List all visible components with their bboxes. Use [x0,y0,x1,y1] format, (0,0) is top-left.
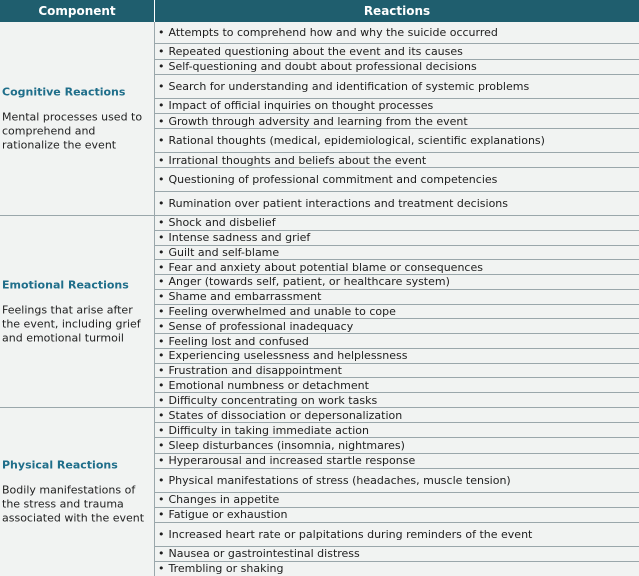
item-text: Self-questioning and doubt about professional decisions [168,60,477,74]
bullet-glyph: • [158,378,165,392]
list-item [155,75,639,99]
bullet-glyph: • [158,423,165,437]
item-text: Feeling lost and confused [168,334,309,348]
bullet-glyph: • [158,454,165,468]
list-item [155,168,639,192]
item-text: Fear and anxiety about potential blame or consequences [168,260,483,274]
item-text: Increased heart rate or palpitations during reminders of the event [168,527,533,541]
list-item [155,493,639,508]
list-item [155,364,639,379]
list-item [155,423,639,438]
item-text: Irrational thoughts and beliefs about the event [168,153,427,167]
item-text: Search for understanding and identification of systemic problems [168,79,530,93]
item-text: Trembling or shaking [168,562,284,576]
bullet-glyph: • [158,408,165,422]
header-reactions: Reactions [363,4,431,18]
section-physical-label-cell [0,408,154,576]
section-cognitive-items [155,22,639,215]
bullet-glyph: • [158,364,165,378]
list-item [155,349,639,364]
list-item [155,99,639,114]
bullet-glyph: • [158,245,165,259]
bullet-glyph: • [158,334,165,348]
item-text: Shock and disbelief [168,216,276,230]
list-item [155,216,639,231]
list-item [155,454,639,469]
bullet-glyph: • [158,547,165,561]
bullet-glyph: • [158,26,165,40]
section-description: Bodily manifestations of the stress and trauma associated with the event [2,483,145,525]
item-text: Rumination over patient interactions and treatment decisions [168,197,509,211]
bullet-glyph: • [158,99,165,113]
list-item [155,438,639,453]
section-physical-items [155,408,639,576]
item-text: Nausea or gastrointestinal distress [168,547,360,561]
item-text: Changes in appetite [168,493,280,507]
bullet-glyph: • [158,260,165,274]
list-item [155,469,639,493]
list-item [155,290,639,305]
list-item [155,393,639,407]
item-text: Difficulty concentrating on work tasks [168,393,378,407]
item-text: Questioning of professional commitment and competencies [168,173,498,187]
header-component: Component [38,4,116,18]
item-text: Fatigue or exhaustion [168,508,288,522]
list-item [155,334,639,349]
item-text: Attempts to comprehend how and why the suicide occurred [168,26,498,40]
section-physical [0,408,639,576]
bullet-glyph: • [158,393,165,407]
list-item [155,547,639,562]
section-emotional [0,216,639,407]
bullet-glyph: • [158,173,165,187]
item-text: Guilt and self-blame [168,245,280,259]
list-item [155,153,639,168]
list-item [155,22,639,44]
item-text: Sleep disturbances (insomnia, nightmares) [168,439,405,452]
list-item [155,378,639,393]
item-text: Emotional numbness or detachment [168,378,369,392]
bullet-glyph: • [158,527,165,541]
item-text: States of dissociation or depersonalization [168,408,403,422]
bullet-glyph: • [158,134,165,148]
bullet-glyph: • [158,349,165,363]
section-emotional-label-cell [0,216,154,407]
item-text: Intense sadness and grief [168,231,311,245]
bullet-glyph: • [158,275,165,289]
bullet-glyph: • [158,319,165,333]
section-emotional-items [155,216,639,407]
list-item [155,508,639,523]
item-text: Shame and embarrassment [168,290,322,304]
item-text: Difficulty in taking immediate action [168,423,369,437]
bullet-glyph: • [158,304,165,318]
item-text: Growth through adversity and learning from the event [168,114,468,128]
bullet-glyph: • [158,153,165,167]
bullet-glyph: • [158,562,165,576]
list-item [155,408,639,423]
section-description: Mental processes used to comprehend and rationalize the event [2,110,143,151]
list-item [155,246,639,261]
item-text: Feeling overwhelmed and unable to cope [168,304,396,318]
item-text: Frustration and disappointment [168,364,342,378]
section-title: Emotional Reactions [2,278,129,291]
bullet-glyph: • [158,197,165,211]
list-item [155,114,639,129]
bullet-glyph: • [158,114,165,128]
bullet-glyph: • [158,79,165,93]
bullet-glyph: • [158,45,165,59]
list-item [155,231,639,246]
item-text: Physical manifestations of stress (headaches, muscle tension) [168,473,511,487]
item-text: Anger (towards self, patient, or healthcare system) [168,275,450,289]
list-item [155,562,639,576]
bullet-glyph: • [158,290,165,304]
list-item [155,523,639,547]
item-text: Repeated questioning about the event and its causes [168,45,463,59]
list-item [155,275,639,290]
bullet-glyph: • [158,216,165,230]
section-cognitive [0,22,639,215]
list-item [155,260,639,275]
item-text: Hyperarousal and increased startle response [168,454,416,468]
item-text: Experiencing uselessness and helplessness [168,349,408,363]
bullet-glyph: • [158,473,165,487]
bullet-glyph: • [158,60,165,74]
section-description: Feelings that arise after the event, including grief and emotional turmoil [2,303,141,344]
bullet-glyph: • [158,508,165,522]
list-item [155,319,639,334]
section-cognitive-label-cell [0,22,154,215]
list-item [155,129,639,153]
table-header [0,0,639,22]
list-item [155,192,639,215]
section-title: Physical Reactions [2,458,118,472]
list-item [155,305,639,320]
item-text: Impact of official inquiries on thought processes [168,99,434,113]
item-text: Rational thoughts (medical, epidemiological, scientific explanations) [168,134,545,148]
section-title: Cognitive Reactions [2,85,126,98]
list-item [155,60,639,75]
bullet-glyph: • [158,231,165,245]
bullet-glyph: • [158,439,165,452]
bullet-glyph: • [158,493,165,507]
list-item [155,44,639,59]
item-text: Sense of professional inadequacy [168,319,354,333]
